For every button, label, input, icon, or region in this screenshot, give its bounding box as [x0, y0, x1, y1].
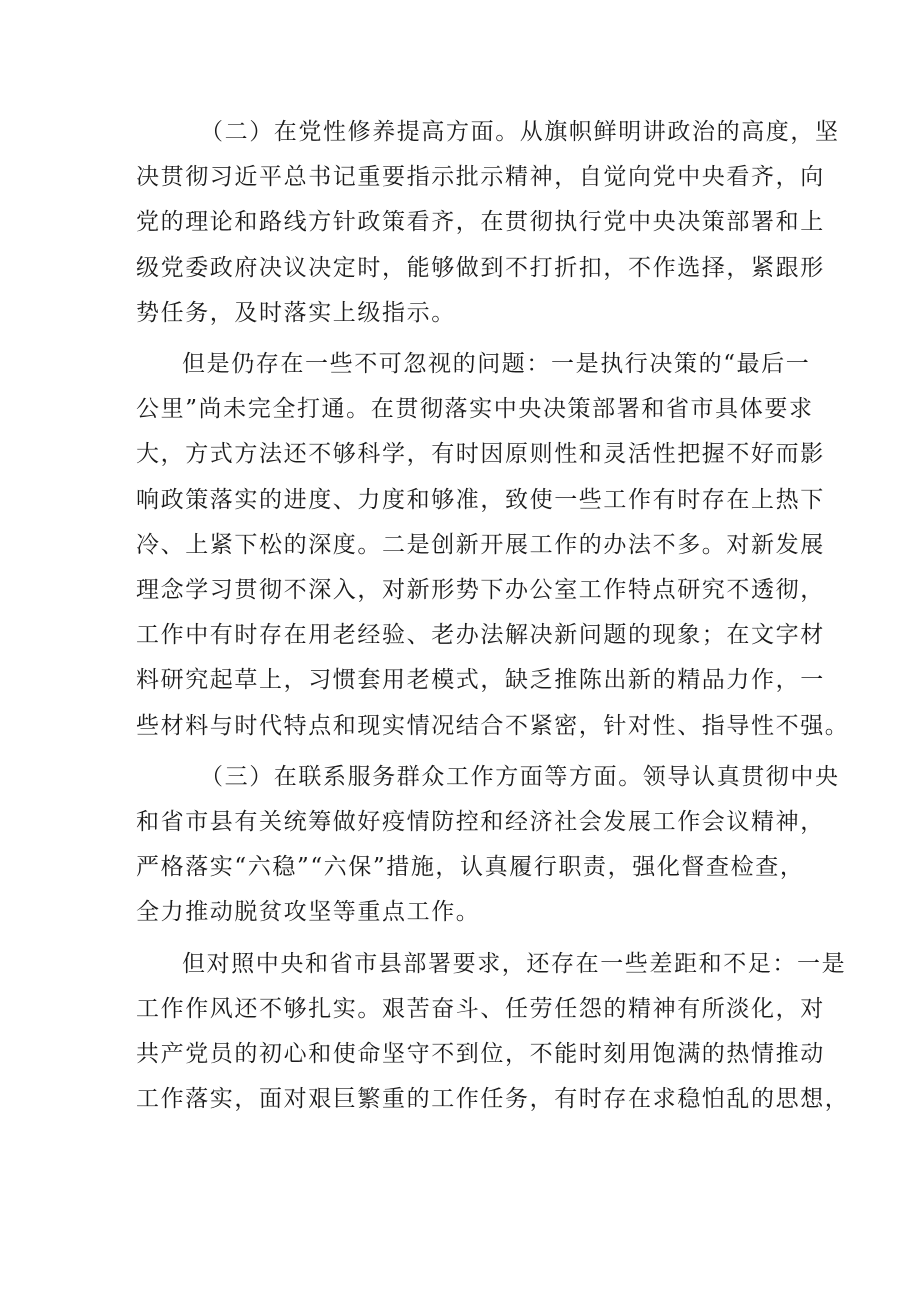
text-line: 共产党员的初心和使命坚守不到位，不能时刻用饱满的热情推动 — [136, 1041, 825, 1068]
paragraph-party-spirit — [136, 110, 840, 336]
text-line: 和省市县有关统筹做好疫情防控和经济社会发展工作会议精神， — [136, 809, 825, 836]
text-line: （三）在联系服务群众工作方面等方面。领导认真贯彻中央 — [200, 763, 840, 790]
text-line: 但是仍存在一些不可忽视的问题：一是执行决策的“最后一 — [182, 351, 811, 378]
text-line: 级党委政府决议决定时，能够做到不打折扣，不作选择，紧跟形 — [136, 254, 825, 281]
text-line: 党的理论和路线方针政策看齐，在贯彻执行党中央决策部署和上 — [136, 209, 825, 236]
text-line: 工作落实，面对艰巨繁重的工作任务，有时存在求稳怕乱的思想， — [136, 1086, 850, 1113]
text-line: 大，方式方法还不够科学，有时因原则性和灵活性把握不好而影 — [136, 441, 825, 468]
text-line: 全力推动脱贫攻坚等重点工作。 — [136, 899, 481, 926]
text-line: 势任务，及时落实上级指示。 — [136, 299, 456, 326]
text-line: 响政策落实的进度、力度和够准，致使一些工作有时存在上热下 — [136, 486, 825, 513]
text-line: 但对照中央和省市县部署要求，还存在一些差距和不足：一是 — [182, 950, 847, 977]
document-body — [136, 110, 850, 1122]
text-line: 决贯彻习近平总书记重要指示批示精神，自觉向党中央看齐，向 — [136, 164, 825, 191]
text-line: 料研究起草上，习惯套用老模式，缺乏推陈出新的精品力作，一 — [136, 667, 825, 694]
text-line: （二）在党性修养提高方面。从旗帜鲜明讲政治的高度，坚 — [200, 119, 840, 145]
paragraph-problems-1 — [136, 342, 850, 749]
text-line: 工作中有时存在用老经验、老办法解决新问题的现象；在文字材 — [136, 622, 825, 649]
text-line: 冷、上紧下松的深度。二是创新开展工作的办法不多。对新发展 — [136, 531, 825, 558]
paragraph-problems-2 — [136, 942, 850, 1123]
text-line: 些材料与时代特点和现实情况结合不紧密，针对性、指导性不强。 — [136, 712, 850, 739]
paragraph-mass-work — [136, 755, 840, 936]
text-line: 理念学习贯彻不深入，对新形势下办公室工作特点研究不透彻， — [136, 577, 825, 604]
text-line: 公里”尚未完全打通。在贯彻落实中央决策部署和省市具体要求 — [136, 396, 814, 423]
text-line: 工作作风还不够扎实。艰苦奋斗、任劳任怨的精神有所淡化，对 — [136, 995, 825, 1022]
text-line: 严格落实“六稳”“六保”措施，认真履行职责，强化督查检查， — [136, 854, 805, 881]
